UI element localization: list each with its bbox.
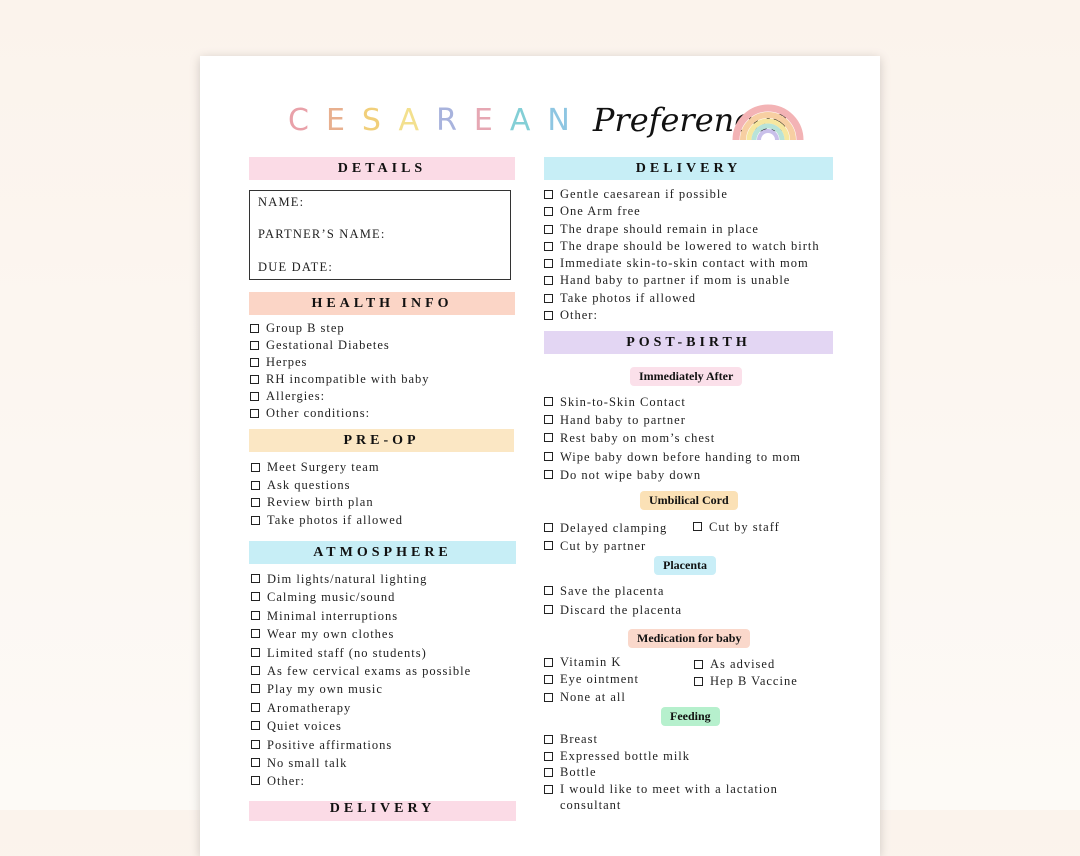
checklist-item[interactable]: Review birth plan (251, 494, 403, 512)
checklist-item[interactable]: Calming music/sound (251, 588, 471, 606)
checkbox[interactable] (544, 752, 553, 761)
checklist-item[interactable]: Other conditions: (250, 405, 430, 422)
checklist-item[interactable]: Immediate skin-to-skin contact with mom (544, 255, 820, 272)
page-title (288, 96, 788, 144)
checklist-item[interactable]: Dim lights/natural lighting (251, 570, 471, 588)
checkbox[interactable] (544, 190, 553, 199)
checkbox[interactable] (544, 768, 553, 777)
immediately-after-list (544, 393, 801, 484)
title-letter: C (288, 102, 326, 138)
checklist-item[interactable]: Other: (251, 772, 471, 790)
checkbox[interactable] (250, 392, 259, 401)
checkbox[interactable] (544, 693, 553, 702)
checklist-item[interactable]: Herpes (250, 354, 430, 371)
umbilical-cord-list-right (693, 518, 780, 536)
checklist-item[interactable]: Bottle (544, 764, 778, 781)
checklist-item[interactable]: Gestational Diabetes (250, 337, 430, 354)
checklist-item[interactable]: Take photos if allowed (544, 290, 820, 307)
checklist-item[interactable]: Save the placenta (544, 582, 682, 601)
checklist-item[interactable]: Do not wipe baby down (544, 466, 801, 484)
checkbox[interactable] (694, 677, 703, 686)
pre-op-heading: PRE-OP (249, 429, 514, 452)
checklist-item[interactable]: Hand baby to partner if mom is unable (544, 272, 820, 289)
checkbox[interactable] (250, 358, 259, 367)
checkbox[interactable] (251, 629, 260, 638)
medication-list-left (544, 654, 639, 706)
checkbox[interactable] (544, 586, 553, 595)
checkbox[interactable] (251, 703, 260, 712)
checkbox[interactable] (544, 242, 553, 251)
pre-op-list (251, 459, 403, 529)
checklist-item[interactable]: As few cervical exams as possible (251, 662, 471, 680)
checkbox[interactable] (250, 324, 259, 333)
checkbox[interactable] (544, 658, 553, 667)
checklist-item[interactable]: Expressed bottle milk (544, 748, 778, 765)
checkbox[interactable] (251, 592, 260, 601)
checkbox[interactable] (250, 375, 259, 384)
checkbox[interactable] (544, 397, 553, 406)
checklist-item[interactable]: Group B step (250, 320, 430, 337)
checkbox[interactable] (251, 684, 260, 693)
checkbox[interactable] (544, 541, 553, 550)
checkbox[interactable] (544, 452, 553, 461)
umbilical-cord-list-left (544, 519, 667, 555)
checkbox[interactable] (250, 341, 259, 350)
checklist-item[interactable]: As advised (694, 656, 798, 673)
checkbox[interactable] (694, 660, 703, 669)
umbilical-cord-label: Umbilical Cord (640, 491, 738, 510)
title-script: Preferences (592, 101, 788, 139)
checklist-item[interactable]: No small talk (251, 754, 471, 772)
checkbox[interactable] (250, 409, 259, 418)
checkbox[interactable] (251, 721, 260, 730)
checkbox[interactable] (251, 516, 260, 525)
title-letter: N (547, 102, 587, 138)
checkbox[interactable] (544, 311, 553, 320)
title-letter: A (509, 102, 548, 138)
placenta-list (544, 582, 682, 619)
checkbox[interactable] (544, 433, 553, 442)
checklist-item[interactable]: Rest baby on mom’s chest (544, 429, 801, 447)
checkbox[interactable] (693, 522, 702, 531)
checklist-item[interactable]: Positive affirmations (251, 736, 471, 754)
checkbox[interactable] (544, 415, 553, 424)
feeding-label: Feeding (661, 707, 720, 726)
checklist-item[interactable]: Gentle caesarean if possible (544, 186, 820, 203)
details-heading: DETAILS (249, 157, 515, 180)
delivery-list (544, 186, 820, 324)
checklist-item[interactable]: None at all (544, 689, 639, 706)
name-field[interactable]: NAME: (258, 195, 305, 209)
checkbox[interactable] (544, 735, 553, 744)
checkbox[interactable] (544, 276, 553, 285)
checkbox[interactable] (251, 611, 260, 620)
checklist-item[interactable]: Take photos if allowed (251, 512, 403, 530)
checklist-item[interactable]: Wear my own clothes (251, 625, 471, 643)
atmosphere-list (251, 570, 471, 791)
checklist-item[interactable]: Other: (544, 307, 820, 324)
checkbox[interactable] (251, 740, 260, 749)
immediately-after-label: Immediately After (630, 367, 742, 386)
title-letter: R (436, 102, 474, 138)
checklist-item[interactable]: Vitamin K (544, 654, 639, 671)
rainbow-icon (732, 94, 804, 142)
checkbox[interactable] (251, 758, 260, 767)
health-info-heading: HEALTH INFO (249, 292, 515, 315)
checklist-item[interactable]: One Arm free (544, 203, 820, 220)
details-box (249, 190, 511, 280)
checklist-item[interactable]: Eye ointment (544, 671, 639, 688)
delivery-heading: DELIVERY (544, 157, 833, 180)
checklist-item[interactable]: Meet Surgery team (251, 459, 403, 477)
checkbox[interactable] (544, 259, 553, 268)
checklist-item[interactable]: I would like to meet with a lactation (544, 781, 778, 798)
medication-label: Medication for baby (628, 629, 750, 648)
checklist-item[interactable]: RH incompatible with baby (250, 371, 430, 388)
checklist-item[interactable]: Skin-to-Skin Contact (544, 393, 801, 411)
checklist-item[interactable]: Breast (544, 731, 778, 748)
checklist-item[interactable]: Quiet voices (251, 717, 471, 735)
checkbox[interactable] (544, 523, 553, 532)
checkbox[interactable] (251, 776, 260, 785)
checklist-item[interactable]: The drape should remain in place (544, 221, 820, 238)
checkbox[interactable] (251, 463, 260, 472)
checklist-item[interactable]: Aromatherapy (251, 699, 471, 717)
checkbox[interactable] (544, 785, 553, 794)
partner-name-field[interactable]: PARTNER’S NAME: (258, 227, 386, 241)
checklist-item[interactable]: Ask questions (251, 477, 403, 495)
post-birth-heading: POST-BIRTH (544, 331, 833, 354)
title-letters (288, 103, 587, 138)
title-letter: A (398, 102, 437, 138)
checklist-item[interactable]: Wipe baby down before handing to mom (544, 448, 801, 466)
checklist-item[interactable]: Cut by partner (544, 537, 667, 555)
checklist-item[interactable]: Hand baby to partner (544, 411, 801, 429)
checklist-item[interactable]: Limited staff (no students) (251, 644, 471, 662)
checkbox[interactable] (544, 605, 553, 614)
checkbox[interactable] (251, 648, 260, 657)
due-date-field[interactable]: DUE DATE: (258, 260, 334, 274)
checklist-item[interactable]: Allergies: (250, 388, 430, 405)
checklist-item[interactable]: The drape should be lowered to watch birth (544, 238, 820, 255)
delivery-bottom-heading: DELIVERY (249, 801, 516, 821)
health-info-list (250, 320, 430, 422)
placenta-label: Placenta (654, 556, 716, 575)
checklist-item[interactable]: Discard the placenta (544, 601, 682, 620)
checkbox[interactable] (251, 481, 260, 490)
checklist-item[interactable]: Minimal interruptions (251, 607, 471, 625)
checklist-item[interactable]: Hep B Vaccine (694, 673, 798, 690)
checklist-item[interactable]: Cut by staff (693, 518, 780, 536)
atmosphere-heading: ATMOSPHERE (249, 541, 516, 564)
checkbox[interactable] (544, 225, 553, 234)
title-letter: E (473, 102, 510, 138)
medication-list-right (694, 656, 798, 689)
preferences-sheet (200, 56, 880, 856)
checkbox[interactable] (544, 675, 553, 684)
checkbox[interactable] (251, 498, 260, 507)
checkbox[interactable] (251, 574, 260, 583)
checkbox[interactable] (544, 470, 553, 479)
checkbox[interactable] (544, 294, 553, 303)
checkbox[interactable] (251, 666, 260, 675)
checklist-item[interactable]: Play my own music (251, 680, 471, 698)
feeding-list (544, 731, 778, 814)
title-letter: E (325, 102, 362, 138)
checklist-item-continuation: consultant (560, 798, 622, 813)
checklist-item[interactable]: Delayed clamping (544, 519, 667, 537)
checkbox[interactable] (544, 207, 553, 216)
title-letter: S (361, 102, 399, 138)
